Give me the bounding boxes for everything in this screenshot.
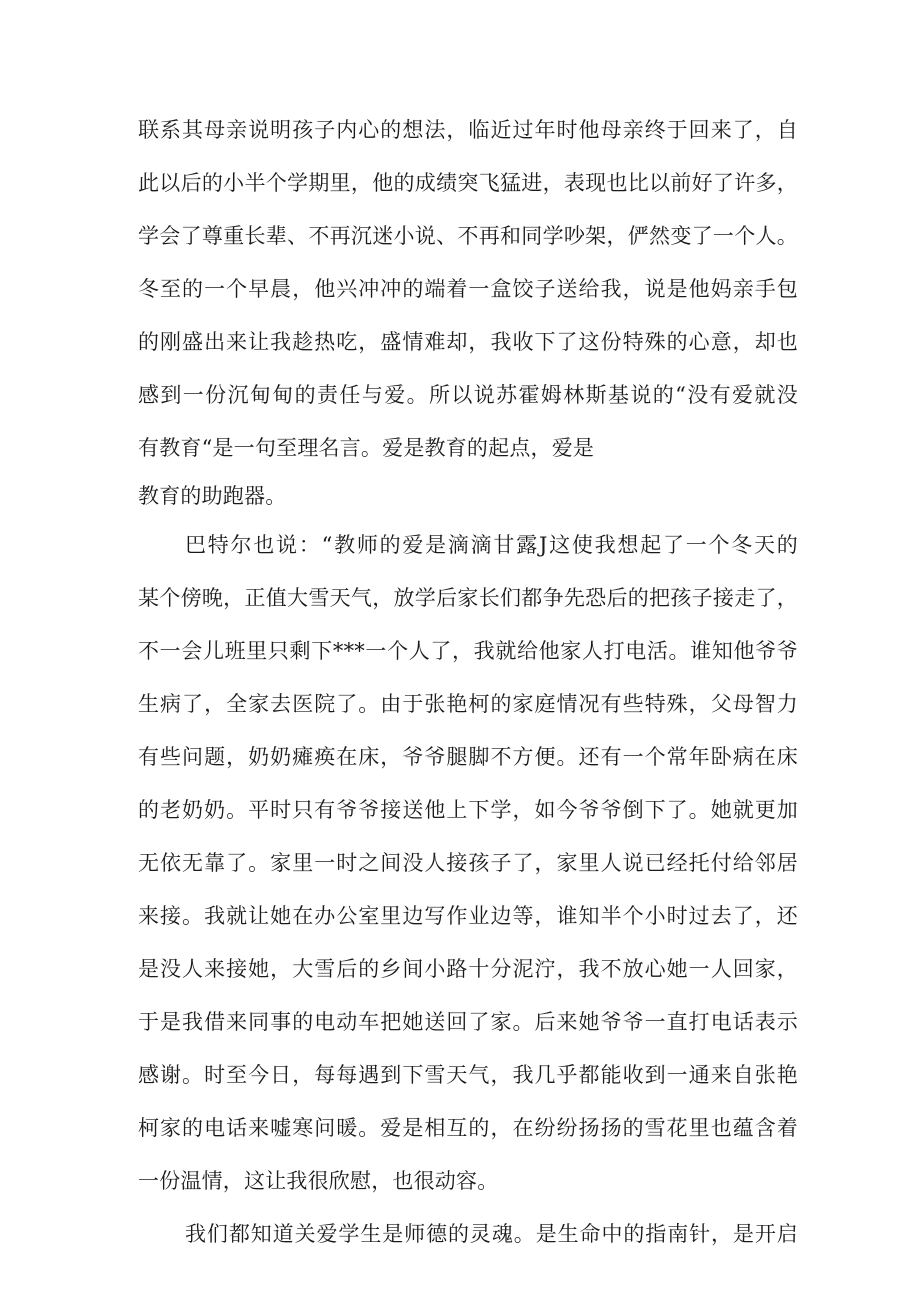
text-line: 的刚盛出来让我趁热吃，盛情难却，我收下了这份特殊的心意，却也 [138, 330, 798, 354]
text-line: 学会了尊重长辈、不再沉迷小说、不再和同学吵架，俨然变了一个人。 [138, 224, 798, 248]
text-line: 不一会儿班里只剩下***一个人了，我就给他家人打电活。谁知他爷爷 [138, 639, 798, 663]
text-line: 感谢。时至今日，每每遇到下雪天气，我几乎都能收到一通来自张艳 [138, 1063, 798, 1087]
text-line: 联系其母亲说明孩子内心的想法，临近过年时他母亲终于回来了，自 [138, 118, 798, 142]
text-line: 柯家的电话来嘘寒问暖。爱是相互的，在纷纷扬扬的雪花里也蕴含着 [138, 1116, 798, 1140]
text-line: 的老奶奶。平时只有爷爷接送他上下学，如今爷爷倒下了。她就更加 [138, 798, 798, 822]
text-line: 某个傍晚，正值大雪天气，放学后家长们都争先恐后的把孩子接走了， [138, 586, 798, 610]
paragraph-start-line: 我们都知道关爱学生是师德的灵魂。是生命中的指南针，是开启 [185, 1222, 798, 1246]
text-line: 教育的助跑器。 [138, 484, 287, 508]
text-line: 感到一份沉甸甸的责任与爱。所以说苏霍姆林斯基说的“没有爱就没 [138, 383, 798, 407]
text-line: 无依无靠了。家里一时之间没人接孩子了，家里人说已经托付给邻居 [138, 851, 798, 875]
text-line: 生病了，全家去医院了。由于张艳柯的家庭情况有些特殊，父母智力 [138, 692, 798, 716]
text-line: 于是我借来同事的电动车把她送回了家。后来她爷爷一直打电话表示 [138, 1010, 798, 1034]
text-line: 冬至的一个早晨，他兴冲冲的端着一盒饺子送给我，说是他妈亲手包 [138, 277, 798, 301]
text-line: 有教育“是一句至理名言。爱是教育的起点，爱是 [138, 436, 595, 460]
text-line: 来接。我就让她在办公室里边写作业边等，谁知半个小时过去了，还 [138, 904, 798, 928]
paragraph-start-line: 巴特尔也说：“教师的爱是滴滴甘露J这使我想起了一个冬天的 [185, 533, 798, 557]
text-line: 有些问题，奶奶瘫痪在床，爷爷腿脚不方便。还有一个常年卧病在床 [138, 745, 798, 769]
text-line: 是没人来接她，大雪后的乡间小路十分泥泞，我不放心她一人回家， [138, 957, 798, 981]
text-line: 一份温情，这让我很欣慰，也很动容。 [138, 1169, 499, 1193]
text-line: 此以后的小半个学期里，他的成绩突飞猛进，表现也比以前好了许多， [138, 171, 798, 195]
